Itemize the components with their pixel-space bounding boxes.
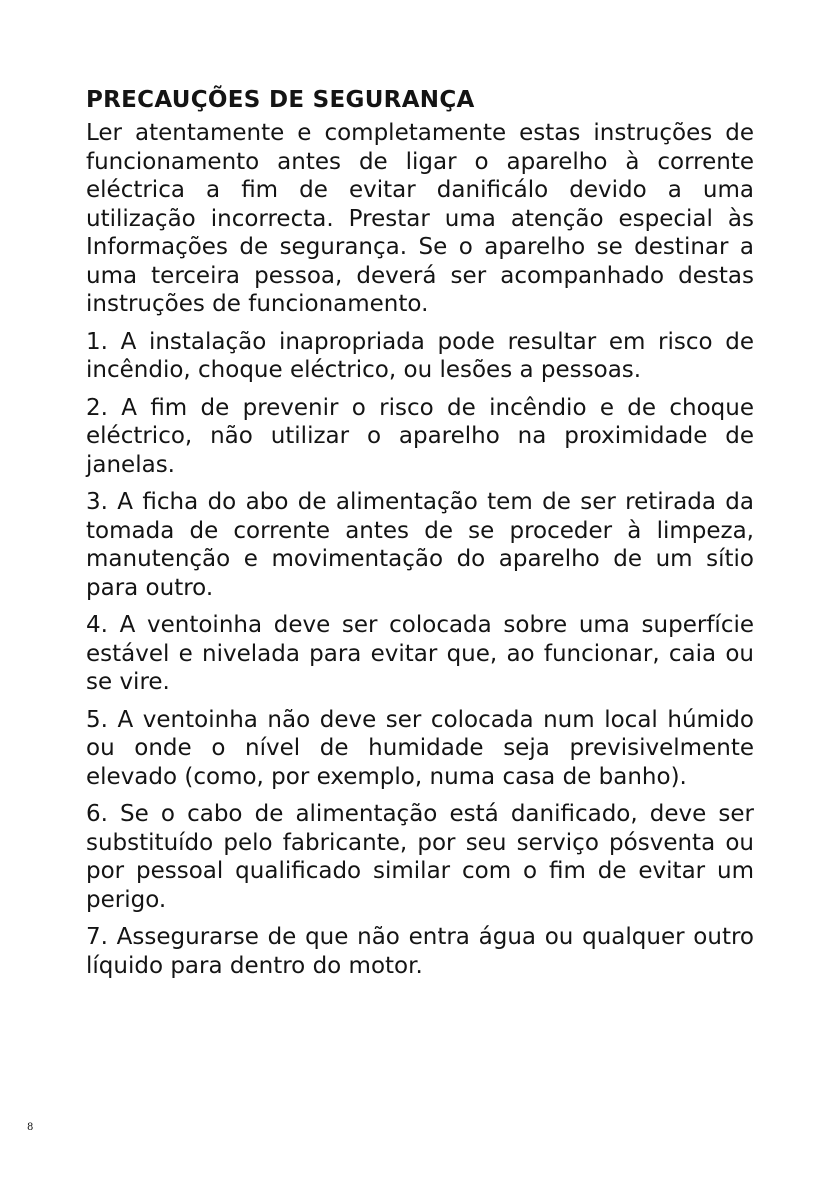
intro-paragraph: Ler atentamente e completamente estas instruções de funcionamento antes de ligar o aparelho à corrente eléctrica a fim de evitar danificálo devido a uma utilização incorrecta. Prestar uma atenção especial às Informações de segurança. Se o aparelho se destinar a uma terceira pessoa, deverá ser acompanhado destas instruções de funcionamento. bbox=[86, 120, 754, 317]
precaution-item-4: 4. A ventoinha deve ser colocada sobre uma superfície estável e nivelada para evitar que, ao funcionar, caia ou se vire. bbox=[86, 612, 754, 695]
precaution-item-1: 1. A instalação inapropriada pode resultar em risco de incêndio, choque eléctrico, ou lesões a pessoas. bbox=[86, 328, 754, 383]
precaution-item-7: 7. Assegurarse de que não entra água ou qualquer outro líquido para dentro do motor. bbox=[86, 924, 754, 979]
page-number: 8 bbox=[27, 1122, 34, 1133]
precaution-item-2: 2. A fim de prevenir o risco de incêndio e de choque eléctrico, não utilizar o aparelho na proximidade de janelas. bbox=[86, 394, 754, 478]
precaution-item-6: 6. Se o cabo de alimentação está danificado, deve ser substituído pelo fabricante, por seu serviço pósventa ou por pessoal qualificado similar com o fim de evitar um perigo. bbox=[86, 801, 754, 913]
section-title: PRECAUÇÕES DE SEGURANÇA bbox=[86, 87, 475, 113]
precaution-item-3: 3. A ficha do abo de alimentação tem de ser retirada da tomada de corrente antes de se proceder à limpeza, manutenção e movimentação do aparelho de um sítio para outro. bbox=[86, 489, 754, 601]
precaution-item-5: 5. A ventoinha não deve ser colocada num local húmido ou onde o nível de humidade seja previsivelmente elevado (como, por exemplo, numa casa de banho). bbox=[86, 706, 754, 790]
safety-precautions-section bbox=[86, 83, 754, 980]
